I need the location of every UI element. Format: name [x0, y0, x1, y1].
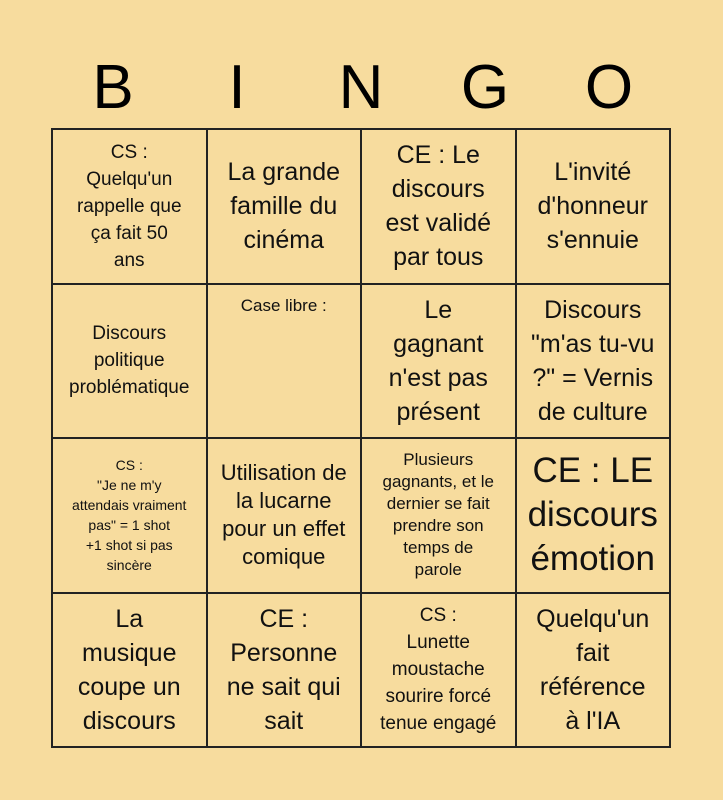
cell-text: La grande famille du cinéma: [227, 158, 341, 255]
bingo-cell-10[interactable]: [208, 439, 363, 594]
header-letter-o: O: [584, 53, 634, 122]
cell-text: Discours politique problématique: [69, 323, 190, 399]
bingo-header: [51, 52, 671, 124]
cell-text: L'invité d'honneur s'ennuie: [537, 158, 648, 255]
cell-text: CE : LE discours émotion: [527, 451, 658, 579]
bingo-cell-16[interactable]: [517, 594, 672, 749]
cell-text: Case libre :: [240, 295, 327, 315]
cell-text: CS : Quelqu'un rappelle que ça fait 50 ans: [76, 141, 182, 271]
bingo-cell-free[interactable]: [208, 285, 363, 440]
cell-text: Quelqu'un fait référence à l'IA: [536, 604, 650, 735]
cell-text: Le gagnant n'est pas présent: [388, 295, 488, 426]
bingo-cell-12[interactable]: [517, 439, 672, 594]
cell-text: CS : "Je ne m'y attendais vraiment pas" = 1 shot +1 shot si pas sincère: [72, 457, 187, 574]
bingo-cell-5[interactable]: [53, 285, 208, 440]
bingo-cell-8[interactable]: [517, 285, 672, 440]
header-letter-g: G: [460, 53, 510, 122]
bingo-cell-1[interactable]: [53, 130, 208, 285]
header-letter-n: N: [338, 53, 384, 122]
header-letter-i: I: [228, 53, 246, 122]
bingo-cell-2[interactable]: [208, 130, 363, 285]
cell-text: CS : Lunette moustache sourire forcé tenue engagé: [380, 605, 497, 735]
bingo-cell-14[interactable]: [208, 594, 363, 749]
cell-text: CE : Le discours est validé par tous: [385, 141, 492, 272]
cell-text: Discours "m'as tu-vu ?" = Vernis de culture: [531, 295, 655, 426]
bingo-cell-11[interactable]: [362, 439, 517, 594]
bingo-grid: [51, 128, 671, 748]
bingo-cell-9[interactable]: [53, 439, 208, 594]
bingo-cell-7[interactable]: [362, 285, 517, 440]
bingo-cell-13[interactable]: [53, 594, 208, 749]
bingo-cell-4[interactable]: [517, 130, 672, 285]
cell-text: CE : Personne ne sait qui sait: [226, 604, 341, 735]
bingo-cell-15[interactable]: [362, 594, 517, 749]
cell-text: La musique coupe un discours: [77, 604, 181, 735]
header-letter-b: B: [92, 53, 134, 122]
cell-text: Utilisation de la lucarne pour un effet comique: [220, 460, 347, 570]
bingo-cell-3[interactable]: [362, 130, 517, 285]
cell-text: Plusieurs gagnants, et le dernier se fait prendre son temps de parole: [382, 450, 495, 580]
